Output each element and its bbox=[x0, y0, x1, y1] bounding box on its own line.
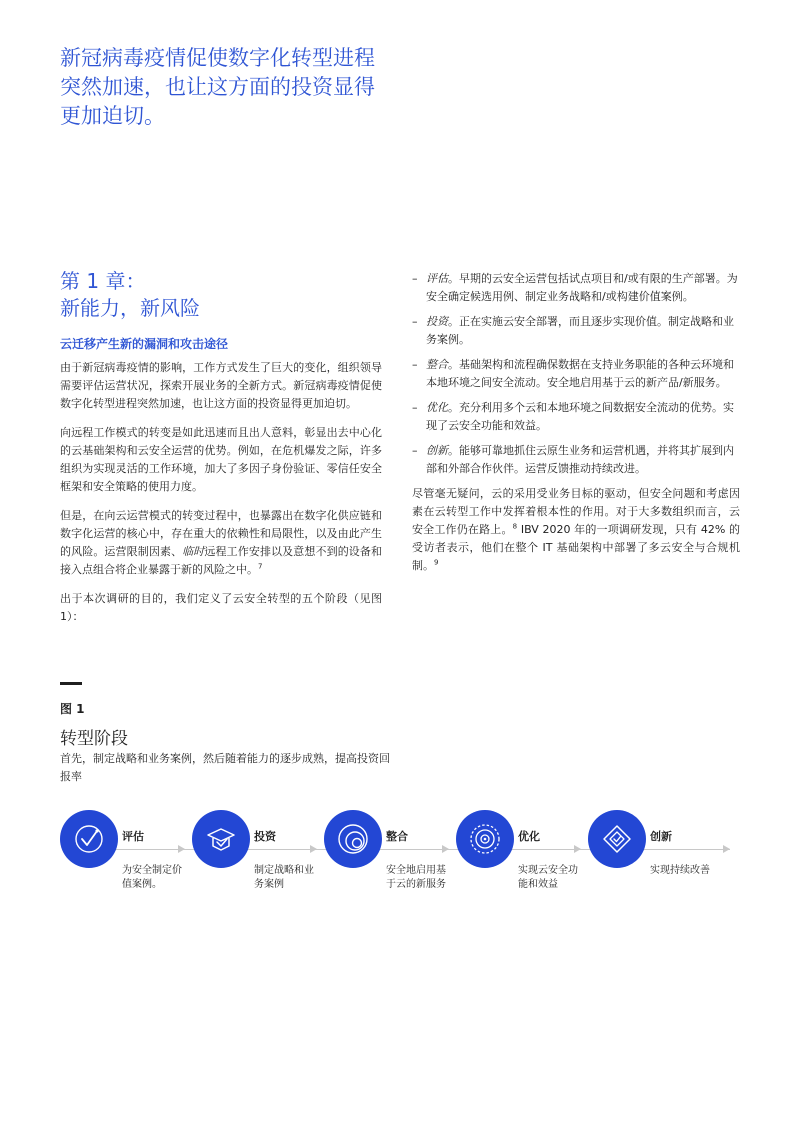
arrow-right-icon bbox=[723, 845, 730, 853]
right-paragraph-part-1: 尽管毫无疑问，云的采用受业务目标的驱动，但安全问题和考虑因素在云转型工作中发挥着根本性的作用。对于大多数组织而言，云安全工作仍在路上。 bbox=[412, 487, 740, 536]
stage-description: 为安全制定价值案例。 bbox=[122, 865, 182, 890]
stage-name: 投资 bbox=[254, 830, 276, 843]
radar-icon bbox=[468, 822, 502, 856]
paragraph-3-emphasis: 临时 bbox=[182, 545, 205, 558]
stage-circle bbox=[456, 810, 514, 868]
left-column bbox=[60, 268, 382, 626]
list-item bbox=[412, 356, 740, 392]
chapter-label: 第 1 章： bbox=[60, 269, 146, 293]
arrow-right-icon bbox=[178, 845, 185, 853]
footnote-ref-9: 9 bbox=[434, 558, 439, 567]
paragraph-4: 出于本次调研的目的，我们定义了云安全转型的五个阶段（见图 1）： bbox=[60, 592, 382, 623]
paragraph-3-before: 但是，在向云运营模式的转变过程中，也暴露出在数字化供应链和数字化运营的核心中，存在重大的依赖性和局限性，以及由此产生的风险。运营限制因素、 bbox=[60, 509, 382, 558]
list-item bbox=[412, 270, 740, 306]
stage-text: 。正在实施云安全部署，而且逐步实现价值。制定战略和业务案例。 bbox=[426, 315, 734, 346]
stage-name: 整合 bbox=[386, 830, 408, 843]
figure-label: 图 1 bbox=[60, 702, 85, 716]
stage-term: 优化 bbox=[426, 401, 448, 414]
stage-circle bbox=[60, 810, 118, 868]
stage-term: 创新 bbox=[426, 444, 448, 457]
right-paragraph bbox=[412, 485, 740, 575]
stage-name: 优化 bbox=[518, 830, 540, 843]
stage-text: 。基础架构和流程确保数据在支持业务职能的各种云环境和本地环境之间安全流动。安全地启用基于云的新产品/新服务。 bbox=[426, 358, 734, 389]
stage-name: 评估 bbox=[122, 830, 144, 843]
list-item bbox=[412, 399, 740, 435]
stage-description: 安全地启用基于云的新服务 bbox=[386, 865, 446, 890]
footnote-ref-7: 7 bbox=[258, 562, 263, 571]
list-item bbox=[412, 442, 740, 478]
paragraph-2: 向远程工作模式的转变是如此迅速而且出人意料，彰显出去中心化的云基础架构和云安全运营的优势。例如，在危机爆发之际，许多组织为实现灵活的工作环境，加大了多因子身份验证、零信任安全框架和安全策略的使用力度。 bbox=[60, 426, 382, 493]
figure-title: 转型阶段 bbox=[60, 729, 128, 749]
dash-bullet-icon: – bbox=[412, 272, 418, 285]
stage-circle bbox=[588, 810, 646, 868]
diamond-check-icon bbox=[600, 822, 634, 856]
right-paragraph-part-2: IBV 2020 年的一项调研发现，只有 42% 的受访者表示，他们在整个 IT 基础架构中部署了多云安全与合规机制。 bbox=[412, 523, 741, 572]
stage-circle bbox=[324, 810, 382, 868]
stage-text: 。充分利用多个云和本地环境之间数据安全流动的优势。实现了云安全功能和效益。 bbox=[426, 401, 734, 432]
stage-term: 评估 bbox=[426, 272, 448, 285]
chapter-title: 新能力，新风险 bbox=[60, 296, 200, 320]
dash-bullet-icon: – bbox=[412, 444, 418, 457]
check-target-icon bbox=[72, 822, 106, 856]
pullquote: 新冠病毒疫情促使数字化转型进程突然加速，也让这方面的投资显得更加迫切。 bbox=[60, 46, 375, 128]
figure-rule bbox=[60, 682, 82, 685]
paragraph-1: 由于新冠病毒疫情的影响，工作方式发生了巨大的变化，组织领导需要评估运营状况，探索开展业务的全新方式。新冠病毒疫情促使数字化转型进程突然加速，也让这方面的投资显得更加迫切。 bbox=[60, 361, 382, 410]
stage-description: 制定战略和业务案例 bbox=[254, 865, 314, 890]
chapter-heading bbox=[60, 268, 382, 322]
section-subtitle: 云迁移产生新的漏洞和攻击途径 bbox=[60, 337, 229, 351]
right-column bbox=[412, 270, 740, 575]
paragraph-3-after: 远程工作安排以及意想不到的设备和接入点组合将企业暴露于新的风险之中。 bbox=[60, 545, 383, 576]
stage-text: 。能够可靠地抓住云原生业务和运营机遇，并将其扩展到内部和外部合作伙伴。运营反馈推动持续改进。 bbox=[426, 444, 734, 475]
concentric-circles-icon bbox=[336, 822, 370, 856]
stage-definition-list bbox=[412, 270, 740, 478]
dash-bullet-icon: – bbox=[412, 315, 418, 328]
figure-caption: 首先，制定战略和业务案例，然后随着能力的逐步成熟，提高投资回报率 bbox=[60, 752, 390, 783]
paragraph-3 bbox=[60, 507, 382, 579]
dash-bullet-icon: – bbox=[412, 358, 418, 371]
stage-circle bbox=[192, 810, 250, 868]
stage-description: 实现持续改善 bbox=[650, 865, 710, 876]
arrow-right-icon bbox=[310, 845, 317, 853]
stage-text: 。早期的云安全运营包括试点项目和/或有限的生产部署。为安全确定候选用例、制定业务战略和/或构建价值案例。 bbox=[426, 272, 738, 303]
list-item bbox=[412, 313, 740, 349]
stage-term: 投资 bbox=[426, 315, 448, 328]
footnote-ref-8: 8 bbox=[512, 522, 518, 531]
arrow-right-icon bbox=[442, 845, 449, 853]
arrow-right-icon bbox=[574, 845, 581, 853]
stage-description: 实现云安全功能和效益 bbox=[518, 865, 578, 890]
dash-bullet-icon: – bbox=[412, 401, 418, 414]
stage-flow-diagram bbox=[0, 810, 793, 920]
graduation-cap-icon bbox=[204, 822, 238, 856]
stage-term: 整合 bbox=[426, 358, 448, 371]
stage-name: 创新 bbox=[650, 830, 672, 843]
